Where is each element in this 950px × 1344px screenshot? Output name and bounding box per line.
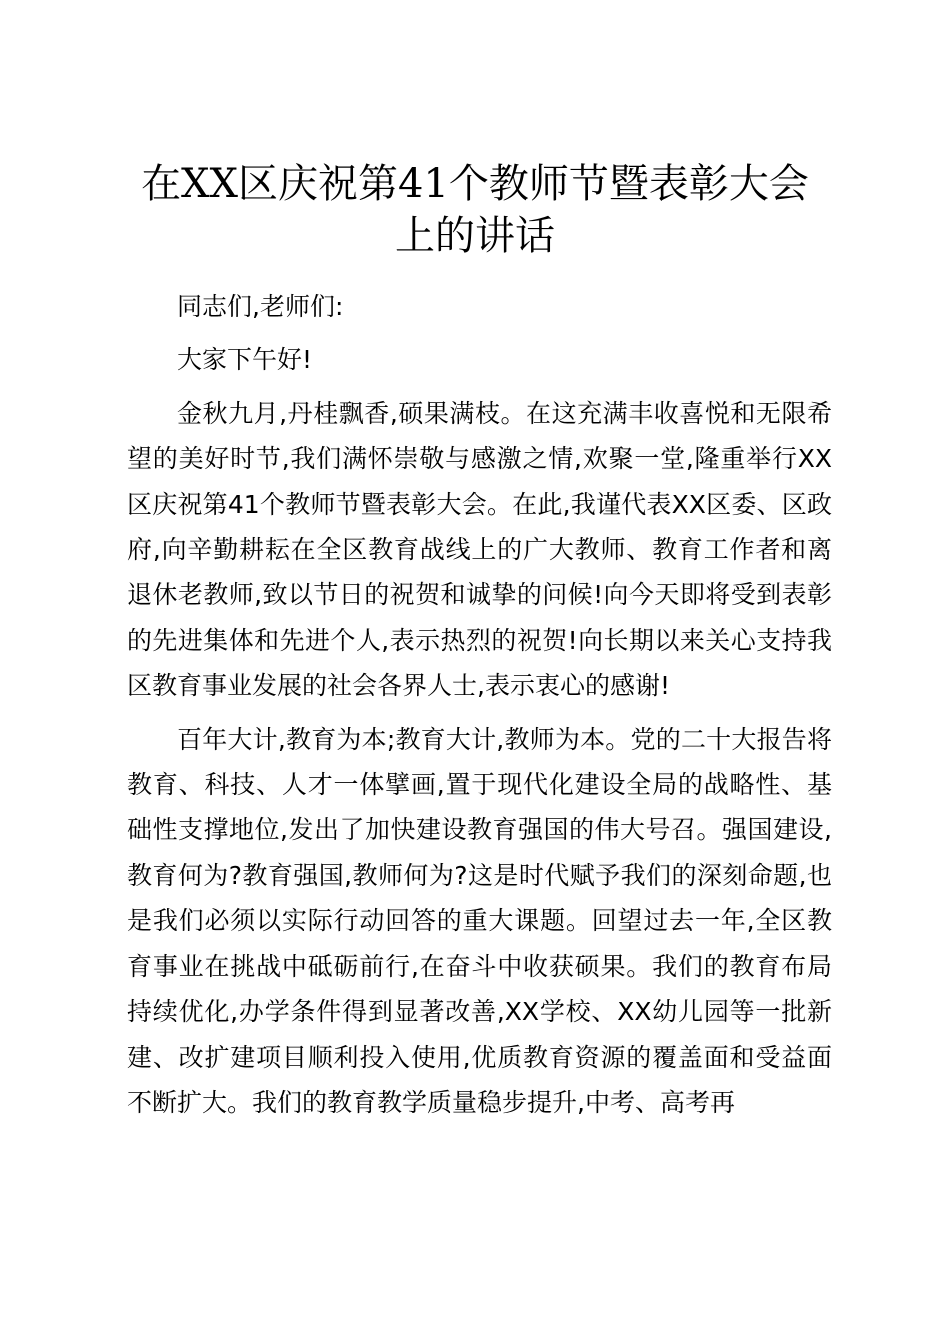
title-line-1: 在XX区庆祝第41个教师节暨表彰大会 [141, 161, 809, 207]
document-title [0, 158, 950, 262]
body-paragraph: 金秋九月,丹桂飘香,硕果满枝。在这充满丰收喜悦和无限希望的美好时节,我们满怀崇敬与感激之情,欢聚一堂,隆重举行XX区庆祝第41个教师节暨表彰大会。在此,我谨代表XX区委、区政府,向辛勤耕耘在全区教育战线上的广大教师、教育工作者和离退休老教师,致以节日的祝贺和诚挚的问候!向今天即将受到表彰的先进集体和先进个人,表示热烈的祝贺!向长期以来关心支持我区教育事业发展的社会各界人士,表示衷心的感谢! [127, 398, 832, 701]
salutation-paragraph: 同志们,老师们: [177, 292, 344, 321]
document-body [127, 284, 832, 1133]
body-paragraph: 百年大计,教育为本;教育大计,教师为本。党的二十大报告将教育、科技、人才一体擘画,置于现代化建设全局的战略性、基础性支撑地位,发出了加快建设教育强国的伟大号召。强国建设,教育何为?教育强国,教师何为?这是时代赋予我们的深刻命题,也是我们必须以实际行动回答的重大课题。回望过去一年,全区教育事业在挑战中砥砺前行,在奋斗中收获硕果。我们的教育布局持续优化,办学条件得到显著改善,XX学校、XX幼儿园等一批新建、改扩建项目顺利投入使用,优质教育资源的覆盖面和受益面不断扩大。我们的教育教学质量稳步提升,中考、高考再 [127, 724, 832, 1117]
title-line-2: 上的讲话 [395, 213, 555, 259]
greeting-paragraph: 大家下午好! [177, 345, 313, 375]
